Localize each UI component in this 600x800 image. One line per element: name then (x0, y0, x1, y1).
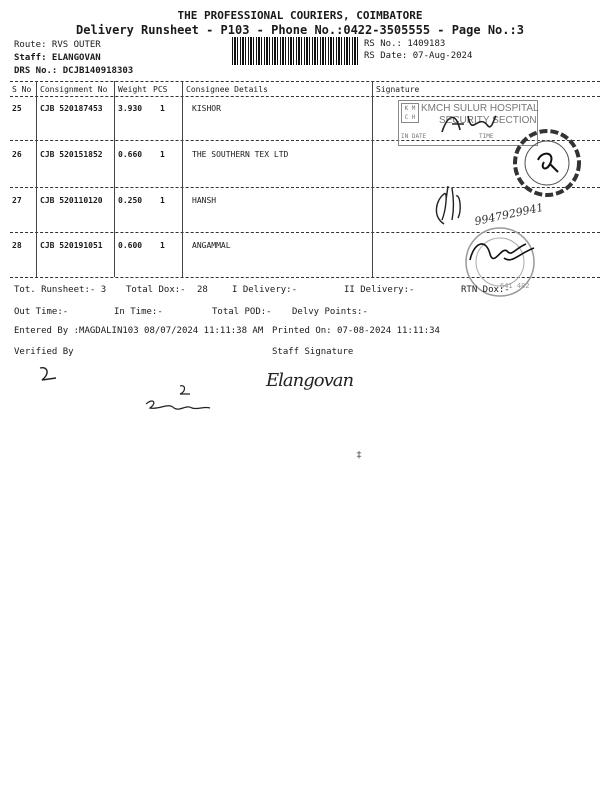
col-header-signature: Signature (376, 85, 420, 94)
stamp-pin: 641 402 (500, 282, 530, 290)
entered-by: Entered By :MAGDALIN103 08/07/2024 11:11:38 AM (14, 326, 264, 336)
staff-signature-label: Staff Signature (272, 347, 354, 357)
table-row-sno: 28 (12, 241, 22, 250)
in-time: In Time:- (114, 307, 163, 317)
handwritten-phone-number: 9947929941 (473, 200, 545, 229)
staff-signature-handwriting: Elangovan (266, 370, 354, 391)
table-row-sno: 26 (12, 150, 22, 159)
col-header-weight: Weight (118, 85, 147, 94)
signature-handwriting (424, 180, 468, 230)
rtn-dox: RTN Dox:- (461, 285, 510, 295)
table-row-sno: 25 (12, 104, 22, 113)
total-dox-label: Total Dox:- (126, 285, 186, 295)
col-header-pcs: PCS (153, 85, 168, 94)
column-divider (372, 81, 373, 277)
table-row-consignee: THE SOUTHERN TEX LTD (192, 150, 289, 159)
table-row-consignee: KISHOR (192, 104, 221, 113)
table-row-consignee: HANSH (192, 196, 217, 205)
table-top-rule (10, 81, 600, 82)
table-row-sno: 27 (12, 196, 22, 205)
col-header-consignment: Consignment No (40, 85, 108, 94)
stamp-logo: K M C H (401, 103, 419, 123)
table-row-consignee: ANGAMMAL (192, 241, 231, 250)
i-delivery: I Delivery:- (232, 285, 298, 295)
table-row-pcs: 1 (160, 104, 165, 113)
total-pod: Total POD:- (212, 307, 272, 317)
stamp-line2: SECURITY SECTION (439, 115, 537, 126)
col-header-consignee: Consignee Details (186, 85, 268, 94)
col-header-sno: S No (12, 85, 32, 94)
runsheet-subtitle: Delivery Runsheet - P103 - Phone No.:0422-3505555 - Page No.:3 (76, 23, 524, 37)
company-title: THE PROFESSIONAL COURIERS, COIMBATORE (177, 9, 423, 22)
table-row-consignment: CJB 520187453 (40, 104, 103, 113)
table-row-weight: 0.660 (118, 150, 143, 159)
verified-by-label: Verified By (14, 347, 74, 357)
verified-signature (140, 380, 214, 416)
table-row-consignment: CJB 520191051 (40, 241, 103, 250)
column-divider (182, 81, 183, 277)
signature-handwriting (438, 108, 498, 138)
route-label: Route: RVS OUTER (14, 40, 101, 50)
table-header-rule (10, 96, 600, 97)
ii-delivery: II Delivery:- (344, 285, 415, 295)
column-divider (36, 81, 37, 277)
verified-mark (34, 364, 64, 388)
delvy-points: Delvy Points:- (292, 307, 368, 317)
total-dox-value: 28 (197, 285, 208, 295)
table-row-weight: 0.250 (118, 196, 143, 205)
table-row-pcs: 1 (160, 241, 165, 250)
table-row-consignment: CJB 520110120 (40, 196, 103, 205)
table-row-consignment: CJB 520151852 (40, 150, 103, 159)
tot-runsheet: Tot. Runsheet:- 3 (14, 285, 107, 295)
stamp-line4: TIME (479, 133, 494, 140)
table-row-weight: 3.930 (118, 104, 143, 113)
rs-date: RS Date: 07-Aug-2024 (364, 51, 473, 61)
stamp-line1: KMCH SULUR HOSPITAL (421, 103, 539, 114)
stamp-line3: IN DATE (401, 133, 427, 140)
table-row-weight: 0.600 (118, 241, 143, 250)
barcode (232, 37, 358, 65)
staff-label: Staff: ELANGOVAN (14, 53, 101, 63)
round-stamp (510, 128, 584, 198)
rs-number: RS No.: 1409183 (364, 39, 446, 49)
out-time: Out Time:- (14, 307, 69, 317)
table-row-pcs: 1 (160, 150, 165, 159)
table-row-pcs: 1 (160, 196, 165, 205)
drs-number: DRS No.: DCJB140918303 (14, 66, 134, 76)
column-divider (114, 81, 115, 277)
stray-mark: ‡ (356, 450, 363, 461)
printed-on: Printed On: 07-08-2024 11:11:34 (272, 326, 440, 336)
